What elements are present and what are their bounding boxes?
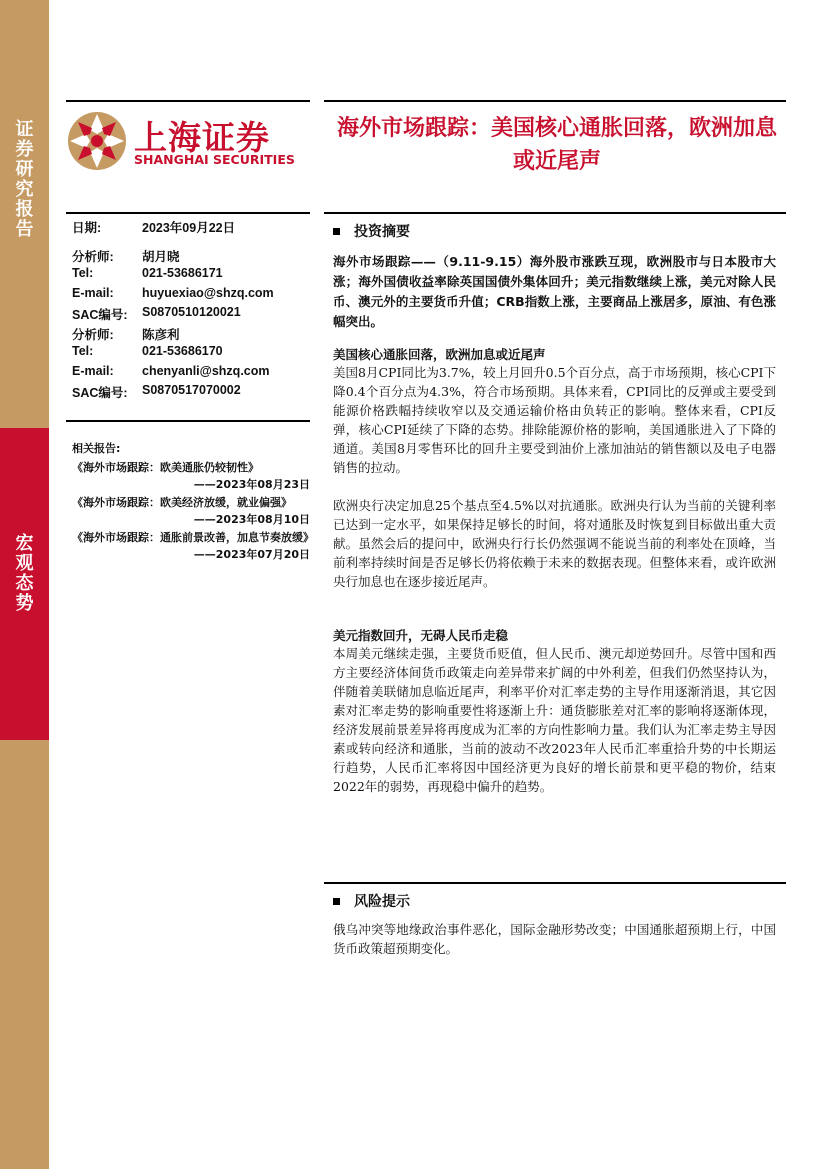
meta-row	[72, 364, 322, 384]
risk-rule-top	[324, 882, 786, 884]
body-paragraph: 美国8月CPI同比为3.7%，较上月回升0.5个百分点，高于市场预期，核心CPI下降0.4个百分点为4.3%，符合市场预期。具体来看，CPI同比的反弹或主要受到能源价格跌幅持续收窄以及交通运输价格由负转正的影响。整体来看，CPI反弹，核心CPI延续了下降的态势。排除能源价格的影响，美国通胀进入了下降的通道。美国8月零售环比的回升主要受到油价上涨加油站的销售额以及电子电器销售的拉动。	[333, 365, 776, 475]
related-report-title[interactable]: 《海外市场跟踪：欧美通胀仍较韧性》	[72, 460, 259, 474]
risk-text: 俄乌冲突等地缘政治事件恶化，国际金融形势改变；中国通胀超预期上行，中国货币政策超预期变化。	[333, 922, 776, 956]
logo-en-text: SHANGHAI SECURITIES	[134, 152, 295, 167]
report-title: 海外市场跟踪：美国核心通胀回落，欧洲加息或近尾声	[336, 115, 777, 174]
logo-cn-text: 上海证券	[134, 118, 270, 157]
related-report-date: ——2023年07月20日	[193, 548, 310, 561]
meta-row	[72, 325, 322, 345]
related-report-date: ——2023年08月23日	[193, 478, 310, 491]
summary-heading-text: 投资摘要	[354, 224, 410, 240]
report-type-label	[0, 120, 49, 240]
meta-key: Tel:	[72, 344, 94, 358]
report-type-text: 证券研究报告	[15, 119, 34, 240]
related-report-title[interactable]: 《海外市场跟踪：通胀前景改善，加息节奏放缓》	[72, 530, 314, 544]
meta-row	[72, 247, 322, 267]
company-logo	[66, 110, 296, 172]
meta-key: Tel:	[72, 266, 94, 280]
analyst-info	[72, 218, 322, 403]
category-label	[0, 534, 49, 614]
risk-heading	[333, 891, 410, 911]
meta-key: 分析师:	[72, 249, 114, 264]
meta-value: chenyanli@shzq.com	[142, 363, 270, 378]
meta-rule-top	[66, 212, 310, 214]
meta-value: S0870510120021	[142, 305, 241, 319]
header-rule-right	[324, 100, 786, 102]
related-report-date: ——2023年08月10日	[193, 513, 310, 526]
risk-heading-text: 风险提示	[354, 894, 410, 910]
meta-key: SAC编号:	[72, 386, 128, 400]
related-reports	[72, 440, 314, 564]
meta-value: S0870517070002	[142, 383, 241, 397]
meta-row	[72, 344, 322, 364]
category-text: 宏观态势	[15, 533, 34, 614]
meta-row	[72, 266, 322, 286]
related-heading: 相关报告:	[72, 442, 121, 455]
section-subhead: 美国核心通胀回落，欧洲加息或近尾声	[333, 347, 546, 362]
meta-key: 分析师:	[72, 327, 114, 342]
summary-rule-top	[324, 212, 786, 214]
meta-rule-bottom	[66, 420, 310, 422]
meta-key: E-mail:	[72, 363, 114, 378]
section-subhead: 美元指数回升，无碍人民币走稳	[333, 628, 509, 643]
meta-value: 胡月晓	[142, 249, 180, 264]
body-paragraph: 本周美元继续走强，主要货币贬值，但人民币、澳元却逆势回升。尽管中国和西方主要经济体间货币政策走向差异带来扩阔的中外利差，但我们仍然坚持认为，伴随着美联储加息临近尾声，利率平价对汇率走势的主导作用逐渐消退，其它因素对汇率走势的影响重要性将逐渐上升：通货膨胀差对汇率的影响将逐渐体现，经济发展前景差异将再度成为汇率的方向性影响力量。我们认为汇率走势主导因素或转向经济和通胀，当前的波动不改2023年人民币汇率重拾升势的中长期运行趋势，人民币汇率将因中国经济更为良好的增长前景和更平稳的物价，结束2022年的弱势，再现稳中偏升的趋势。	[333, 646, 776, 794]
summary-heading	[333, 221, 410, 241]
logo-emblem-icon	[66, 110, 128, 172]
meta-value: 021-53686170	[142, 344, 223, 358]
meta-row	[72, 383, 322, 403]
square-bullet-icon	[333, 898, 340, 905]
meta-row	[72, 305, 322, 325]
meta-value: huyuexiao@shzq.com	[142, 285, 274, 300]
body-paragraph: 欧洲央行决定加息25个基点至4.5%以对抗通胀。欧洲央行认为当前的关键利率已达到一定水平，如果保持足够长的时间，将对通胀及时恢复到目标做出重大贡献。虽然会后的提问中，欧洲央行行长仍然强调不能说当前的利率处在顶峰，当前利率持续时间是否足够长仍将依赖于未来的数据表现。但整体来看，或许欧洲央行加息也在逐步接近尾声。	[333, 498, 776, 589]
summary-lead: 海外市场跟踪——（9.11-9.15）海外股市涨跌互现，欧洲股市与日本股市大涨；海外国债收益率除英国国债外集体回升；美元指数继续上涨，美元对除人民币、澳元外的主要货币升值；CRB指数上涨，主要商品上涨居多，原油、有色涨幅突出。	[333, 254, 776, 329]
meta-row-date	[72, 218, 322, 238]
meta-key: 日期:	[72, 221, 102, 235]
meta-key: SAC编号:	[72, 308, 128, 322]
meta-value: 021-53686171	[142, 266, 223, 280]
meta-value: 2023年09月22日	[142, 221, 236, 235]
related-report-title[interactable]: 《海外市场跟踪：欧美经济放缓，就业偏强》	[72, 495, 292, 509]
meta-key: E-mail:	[72, 285, 114, 300]
meta-value: 陈彦利	[142, 327, 180, 342]
square-bullet-icon	[333, 228, 340, 235]
sidebar-bottom-band	[0, 740, 49, 1169]
header-rule-left	[66, 100, 310, 102]
meta-row	[72, 286, 322, 306]
